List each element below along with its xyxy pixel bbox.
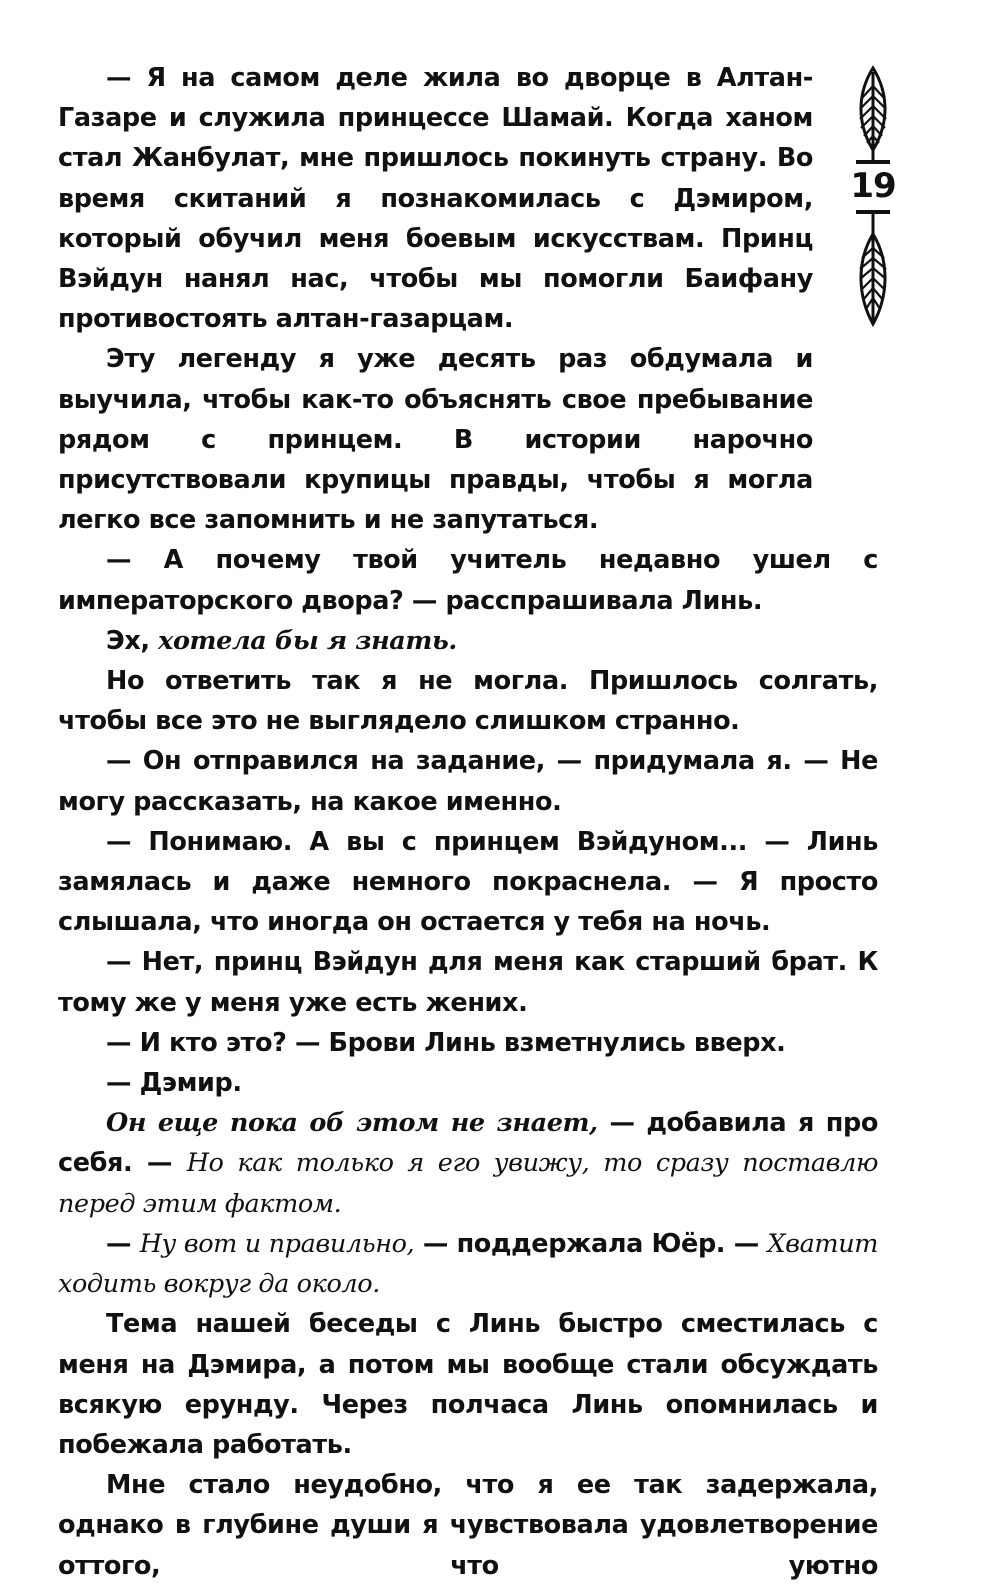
paragraph-text: — [106,1228,140,1259]
paragraph [58,822,878,943]
page-number: 19 [850,166,896,206]
paragraph [58,1063,878,1103]
paragraph-text: Тема нашей беседы с Линь быстро сместилась с меня на Дэмира, а потом мы вообще стали обсуждать всякую ерунду. Через полчаса Линь опомнилась и побежала работать. [58,1309,878,1460]
paragraph-text: — Он отправился на задание, — придумала я. — Не могу рассказать, на какое именно. [58,746,878,817]
paragraph [58,1103,878,1224]
paragraph-text: — добавила я про себя. — [58,1108,878,1179]
italic-speech: Хватит ходить вокруг да около. [58,1228,879,1300]
paragraph-text: — поддержала Юёр. — [414,1228,768,1259]
paragraph [58,741,878,821]
italic-thought: Но как только я его увижу, то сразу поставлю перед этим фактом. [58,1148,878,1219]
paragraph [58,339,813,540]
paragraph [58,1224,878,1304]
paragraph-group-narrow [58,58,878,540]
paragraph-text: — А почему твой учитель недавно ушел с императорского двора? — расспрашивала Линь. [58,545,878,616]
paragraph [58,942,878,1022]
paragraph [58,621,878,661]
italic-thought: Он еще пока об этом не знает, [106,1108,598,1139]
italic-speech: Ну вот и правильно, [139,1228,415,1259]
paragraph-text: — И кто это? — Брови Линь взметнулись вверх. [106,1027,786,1058]
paragraph [58,540,878,620]
paragraph-text: — Нет, принц Вэйдун для меня как старший брат. К тому же у меня уже есть жених. [58,947,878,1018]
paragraph [58,58,813,339]
paragraph-text: — Я на самом деле жила во дворце в Алтан-Газаре и служила принцессе Шамай. Когда ханом стал Жанбулат, мне пришлось покинуть страну. Во время скитаний я познакомилась с Дэмиром, который обучил меня боевым искусствам. Принц Вэйдун нанял нас, чтобы мы помогли Баифану противостоять алтан-газарцам. [58,63,813,335]
paragraph-text: Но ответить так я не могла. Пришлось солгать, чтобы все это не выглядело слишком странно. [58,666,878,737]
page-text [58,58,878,1586]
paragraph-text: Эту легенду я уже десять раз обдумала и выучила, чтобы как-то объяснять свое пребывание рядом с принцем. В истории нарочно присутствовали крупицы правды, чтобы я могла легко все запомнить и не запутаться. [58,344,813,536]
paragraph-text: Эх, [106,625,159,656]
paragraph-text: — Понимаю. А вы с принцем Вэйдуном... — Линь замялась и даже немного покраснела. — Я просто слышала, что иногда он остается у тебя на ночь. [58,826,878,938]
italic-thought: хотела бы я знать. [158,625,457,656]
paragraph [58,1304,878,1465]
paragraph-text: — Дэмир. [106,1068,242,1099]
page-marker [838,62,908,332]
paragraph [58,661,878,741]
paragraph [58,1465,878,1586]
paragraph [58,1023,878,1063]
paragraph-text: Мне стало неудобно, что я ее так задержала, однако в глубине души я чувствовала удовлетворение оттого, что уютно [58,1470,878,1581]
